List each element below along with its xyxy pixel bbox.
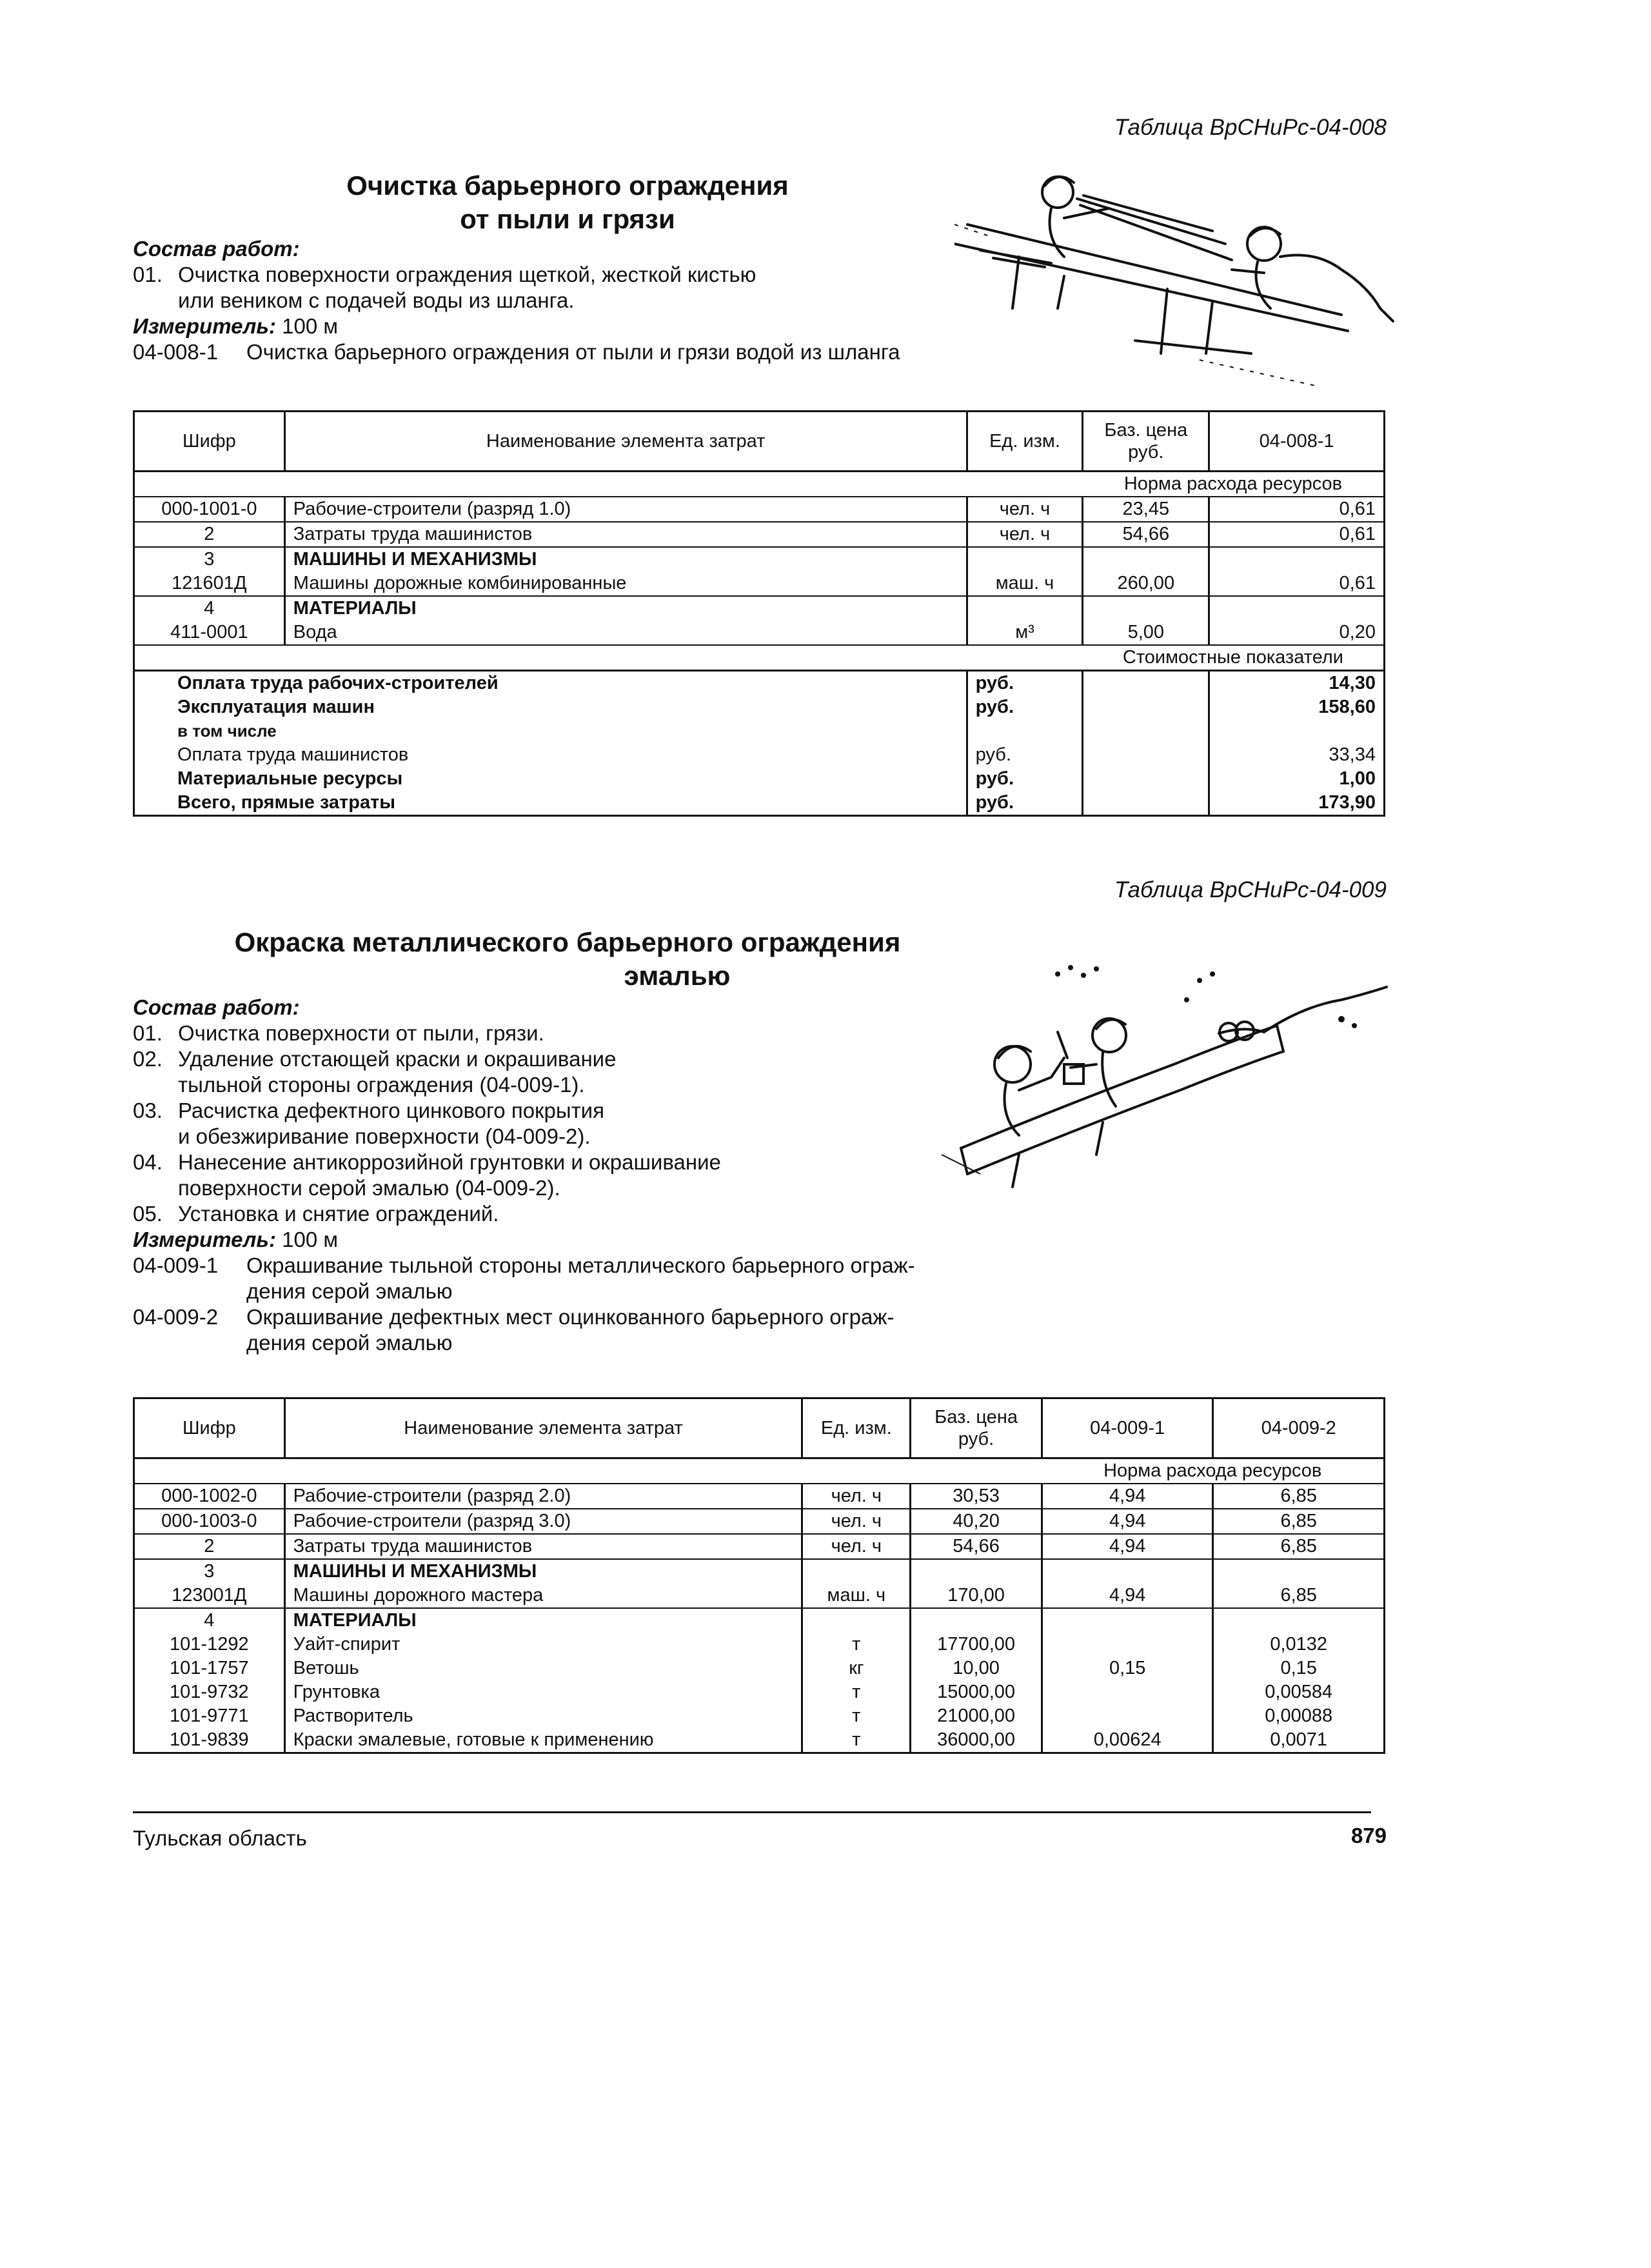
cell-unit: маш. ч	[802, 1584, 911, 1608]
table-row	[134, 596, 1385, 621]
table-row	[134, 522, 1385, 547]
cell-name: Рабочие-строители (разряд 1.0)	[284, 497, 967, 522]
cell-name: Затраты труда машинистов	[284, 1534, 802, 1559]
cell-price: 54,66	[911, 1534, 1042, 1559]
table-row	[134, 1559, 1385, 1584]
composition-item	[133, 1098, 915, 1149]
composition-label-1: Состав работ:	[133, 237, 300, 261]
variant-item	[133, 339, 900, 365]
cell-unit	[802, 1559, 911, 1584]
cost-value: 1,00	[1209, 767, 1385, 791]
cell-name: МАТЕРИАЛЫ	[284, 596, 967, 621]
cell-unit: чел. ч	[802, 1509, 911, 1534]
cost-unit: руб.	[967, 791, 1083, 816]
cell-code: 2	[134, 1534, 285, 1559]
cell-value-1: 4,94	[1042, 1584, 1213, 1608]
composition-block-1	[133, 236, 900, 365]
cell-value-1	[1042, 1633, 1213, 1656]
cell-price	[1083, 547, 1209, 572]
workers-washing-barrier-illustration	[954, 147, 1399, 392]
composition-item	[133, 1020, 915, 1046]
cell-name: Машины дорожные комбинированные	[284, 572, 967, 596]
cell-value-2: 0,0132	[1213, 1633, 1385, 1656]
cost-unit: руб.	[967, 767, 1083, 791]
cell-code: 4	[134, 1608, 285, 1633]
table-row	[134, 1680, 1385, 1704]
composition-item-number: 03.	[133, 1099, 163, 1122]
header-name: Наименование элемента затрат	[284, 1398, 802, 1458]
cell-name: Рабочие-строители (разряд 3.0)	[284, 1509, 802, 1534]
cell-name: Уайт-спирит	[284, 1633, 802, 1656]
cell-code: 411-0001	[134, 621, 285, 645]
cell-code: 101-1757	[134, 1656, 285, 1680]
meter-value-1: 100 м	[282, 314, 339, 338]
table-row	[134, 1484, 1385, 1509]
composition-item-number: 02.	[133, 1047, 163, 1071]
header-col-1: 04-008-1	[1209, 412, 1385, 472]
composition-item-text: или веником с подачей воды из шланга.	[178, 288, 575, 312]
workers-painting-barrier-illustration	[942, 961, 1393, 1200]
composition-item	[133, 1046, 915, 1098]
table-code-2: Таблица ВрСНиРс-04-009	[1114, 877, 1387, 902]
cell-code: 101-1292	[134, 1633, 285, 1656]
cell-value-1	[1209, 547, 1385, 572]
composition-item-text: Очистка поверхности от пыли, грязи.	[178, 1021, 544, 1045]
header-code: Шифр	[134, 1398, 285, 1458]
cell-price: 36000,00	[911, 1728, 1042, 1753]
cell-price: 170,00	[911, 1584, 1042, 1608]
cell-unit: чел. ч	[967, 497, 1083, 522]
variant-code: 04-009-2	[133, 1305, 219, 1329]
cell-value-2: 6,85	[1213, 1509, 1385, 1534]
header-col-1: 04-009-1	[1042, 1398, 1213, 1458]
cell-name: Рабочие-строители (разряд 2.0)	[284, 1484, 802, 1509]
cost-name: Всего, прямые затраты	[134, 791, 967, 816]
table-code-1: Таблица ВрСНиРс-04-008	[1114, 115, 1387, 140]
cell-value-2: 0,0071	[1213, 1728, 1385, 1753]
header-col-2: 04-009-2	[1213, 1398, 1385, 1458]
norm-label-row	[134, 1458, 1385, 1484]
cell-value-2: 6,85	[1213, 1584, 1385, 1608]
cell-unit	[967, 596, 1083, 621]
cell-name: Ветошь	[284, 1656, 802, 1680]
cell-value-1	[1042, 1680, 1213, 1704]
composition-item-number: 01.	[133, 1021, 163, 1045]
cell-unit: чел. ч	[802, 1534, 911, 1559]
norm-label-row	[134, 472, 1385, 497]
cost-value: 173,90	[1209, 791, 1385, 816]
table-row	[134, 547, 1385, 572]
resource-table-2	[133, 1397, 1385, 1754]
cost-row	[134, 719, 1385, 743]
variant-code: 04-009-1	[133, 1253, 219, 1277]
cell-code: 3	[134, 547, 285, 572]
variant-text: Окрашивание тыльной стороны металлического барьерного ограж-	[246, 1253, 915, 1277]
cost-value	[1209, 719, 1385, 743]
cost-name: в том числе	[134, 719, 967, 743]
composition-label-2: Состав работ:	[133, 995, 300, 1019]
cell-value-2: 0,15	[1213, 1656, 1385, 1680]
cell-code: 2	[134, 522, 285, 547]
cell-name: Машины дорожного мастера	[284, 1584, 802, 1608]
cell-code: 101-9732	[134, 1680, 285, 1704]
table-header-row	[134, 1398, 1385, 1458]
table-row	[134, 497, 1385, 522]
cost-unit: руб.	[967, 743, 1083, 767]
cell-value-1: 0,61	[1209, 497, 1385, 522]
cell-value-2	[1213, 1559, 1385, 1584]
cell-value-1	[1042, 1608, 1213, 1633]
section-title-2-line-2: эмалью	[624, 960, 731, 991]
header-unit: Ед. изм.	[802, 1398, 911, 1458]
meter-line-1	[133, 313, 900, 339]
variant-text: дения серой эмалью	[246, 1331, 453, 1355]
table-row	[134, 1608, 1385, 1633]
cell-value-2: 0,00088	[1213, 1704, 1385, 1728]
footer-region: Тульская область	[133, 1826, 307, 1850]
composition-item-text: Очистка поверхности ограждения щеткой, жесткой кистью	[178, 263, 756, 286]
cell-price: 23,45	[1083, 497, 1209, 522]
cell-code: 121601Д	[134, 572, 285, 596]
cell-unit: т	[802, 1680, 911, 1704]
header-price: Баз. цена руб.	[1083, 412, 1209, 472]
cell-name: Грунтовка	[284, 1680, 802, 1704]
cell-value-2: 0,00584	[1213, 1680, 1385, 1704]
composition-item	[133, 1201, 915, 1227]
cell-unit: кг	[802, 1656, 911, 1680]
composition-item-number: 01.	[133, 263, 163, 286]
table-row	[134, 1656, 1385, 1680]
variant-text: Очистка барьерного ограждения от пыли и грязи водой из шланга	[246, 340, 900, 364]
cell-price: 17700,00	[911, 1633, 1042, 1656]
cell-value-1: 0,61	[1209, 522, 1385, 547]
section-title-1-line-2: от пыли и грязи	[460, 204, 675, 234]
cell-value-2	[1213, 1608, 1385, 1633]
cell-code: 101-9839	[134, 1728, 285, 1753]
footer-rule	[133, 1811, 1371, 1813]
header-name: Наименование элемента затрат	[284, 412, 967, 472]
cell-price: 30,53	[911, 1484, 1042, 1509]
cell-code: 123001Д	[134, 1584, 285, 1608]
cell-price: 5,00	[1083, 621, 1209, 645]
variant-code: 04-008-1	[133, 340, 219, 364]
variant-text: Окрашивание дефектных мест оцинкованного барьерного ограж-	[246, 1305, 895, 1329]
meter-label-1: Измеритель:	[133, 314, 276, 338]
cell-name: Растворитель	[284, 1704, 802, 1728]
cell-unit: т	[802, 1704, 911, 1728]
variant-item	[133, 1304, 915, 1356]
cell-name: МАШИНЫ И МЕХАНИЗМЫ	[284, 547, 967, 572]
cell-value-1: 0,00624	[1042, 1728, 1213, 1753]
composition-item-number: 05.	[133, 1202, 163, 1226]
cost-row	[134, 767, 1385, 791]
cell-price: 40,20	[911, 1509, 1042, 1534]
cost-name: Материальные ресурсы	[134, 767, 967, 791]
cost-unit	[967, 719, 1083, 743]
cell-unit: т	[802, 1728, 911, 1753]
variant-item	[133, 1253, 915, 1304]
cell-price	[1083, 596, 1209, 621]
cell-value-1	[1042, 1559, 1213, 1584]
cost-unit: руб.	[967, 671, 1083, 696]
resource-table-1	[133, 410, 1385, 817]
cell-price: 15000,00	[911, 1680, 1042, 1704]
composition-item-text: поверхности серой эмалью (04-009-2).	[178, 1176, 560, 1200]
cell-unit: чел. ч	[802, 1484, 911, 1509]
cost-value: 14,30	[1209, 671, 1385, 696]
cell-value-1: 4,94	[1042, 1509, 1213, 1534]
cell-price: 10,00	[911, 1656, 1042, 1680]
cost-name: Оплата труда рабочих-строителей	[134, 671, 967, 696]
header-price: Баз. цена руб.	[911, 1398, 1042, 1458]
cell-unit	[802, 1608, 911, 1633]
header-code: Шифр	[134, 412, 285, 472]
composition-item-text: и обезжиривание поверхности (04-009-2).	[178, 1124, 591, 1148]
cell-name: Вода	[284, 621, 967, 645]
variant-text: дения серой эмалью	[246, 1279, 453, 1303]
meter-line-2	[133, 1227, 915, 1253]
cell-value-1	[1042, 1704, 1213, 1728]
table-header-row	[134, 412, 1385, 472]
cell-value-1: 0,20	[1209, 621, 1385, 645]
cell-value-1: 4,94	[1042, 1484, 1213, 1509]
cell-price	[911, 1608, 1042, 1633]
cell-value-2: 6,85	[1213, 1534, 1385, 1559]
composition-item-text: Расчистка дефектного цинкового покрытия	[178, 1099, 604, 1122]
cell-value-1	[1209, 596, 1385, 621]
composition-item-text: Удаление отстающей краски и окрашивание	[178, 1047, 617, 1071]
cell-unit: чел. ч	[967, 522, 1083, 547]
composition-item-number: 04.	[133, 1150, 163, 1174]
cell-code: 4	[134, 596, 285, 621]
table-row	[134, 1704, 1385, 1728]
table-row	[134, 1584, 1385, 1608]
table-row	[134, 1728, 1385, 1753]
composition-item	[133, 1149, 915, 1201]
cost-value: 33,34	[1209, 743, 1385, 767]
cost-name: Эксплуатация машин	[134, 695, 967, 719]
cell-value-2: 6,85	[1213, 1484, 1385, 1509]
header-unit: Ед. изм.	[967, 412, 1083, 472]
cell-unit: маш. ч	[967, 572, 1083, 596]
cell-code: 000-1002-0	[134, 1484, 285, 1509]
cell-price	[911, 1559, 1042, 1584]
cell-price: 260,00	[1083, 572, 1209, 596]
table-row	[134, 1509, 1385, 1534]
cell-price: 21000,00	[911, 1704, 1042, 1728]
cell-value-1: 0,15	[1042, 1656, 1213, 1680]
section-title-1-line-1: Очистка барьерного ограждения	[346, 170, 789, 201]
composition-block-2	[133, 995, 915, 1356]
composition-item-text: тыльной стороны ограждения (04-009-1).	[178, 1073, 585, 1097]
meter-label-2: Измеритель:	[133, 1228, 276, 1251]
cost-name: Оплата труда машинистов	[134, 743, 967, 767]
cell-unit: т	[802, 1633, 911, 1656]
cell-code: 000-1001-0	[134, 497, 285, 522]
table-row	[134, 621, 1385, 645]
cost-label-row	[134, 645, 1385, 671]
meter-value-2: 100 м	[282, 1228, 339, 1251]
cell-code: 101-9771	[134, 1704, 285, 1728]
cell-name: МАТЕРИАЛЫ	[284, 1608, 802, 1633]
cost-row	[134, 791, 1385, 816]
norm-label: Норма расхода ресурсов	[1083, 472, 1385, 497]
cost-label: Стоимостные показатели	[1083, 645, 1385, 671]
cell-price: 54,66	[1083, 522, 1209, 547]
cost-value: 158,60	[1209, 695, 1385, 719]
cell-unit: м³	[967, 621, 1083, 645]
norm-label: Норма расхода ресурсов	[1042, 1458, 1384, 1484]
composition-item-text: Установка и снятие ограждений.	[178, 1202, 499, 1226]
composition-item	[133, 262, 900, 313]
section-title-2	[155, 926, 980, 993]
cell-name: МАШИНЫ И МЕХАНИЗМЫ	[284, 1559, 802, 1584]
cell-code: 3	[134, 1559, 285, 1584]
cost-unit: руб.	[967, 695, 1083, 719]
cost-row	[134, 695, 1385, 719]
section-title-1	[245, 169, 890, 236]
cell-value-1: 4,94	[1042, 1534, 1213, 1559]
composition-item-text: Нанесение антикоррозийной грунтовки и окрашивание	[178, 1150, 721, 1174]
table-row	[134, 572, 1385, 596]
table-row	[134, 1534, 1385, 1559]
cost-row	[134, 743, 1385, 767]
cell-value-1: 0,61	[1209, 572, 1385, 596]
cell-name: Затраты труда машинистов	[284, 522, 967, 547]
cell-name: Краски эмалевые, готовые к применению	[284, 1728, 802, 1753]
page-number: 879	[1350, 1824, 1387, 1847]
cost-row	[134, 671, 1385, 696]
cell-unit	[967, 547, 1083, 572]
cell-code: 000-1003-0	[134, 1509, 285, 1534]
section-title-2-line-1: Окраска металлического барьерного ограждения	[234, 927, 901, 957]
table-row	[134, 1633, 1385, 1656]
